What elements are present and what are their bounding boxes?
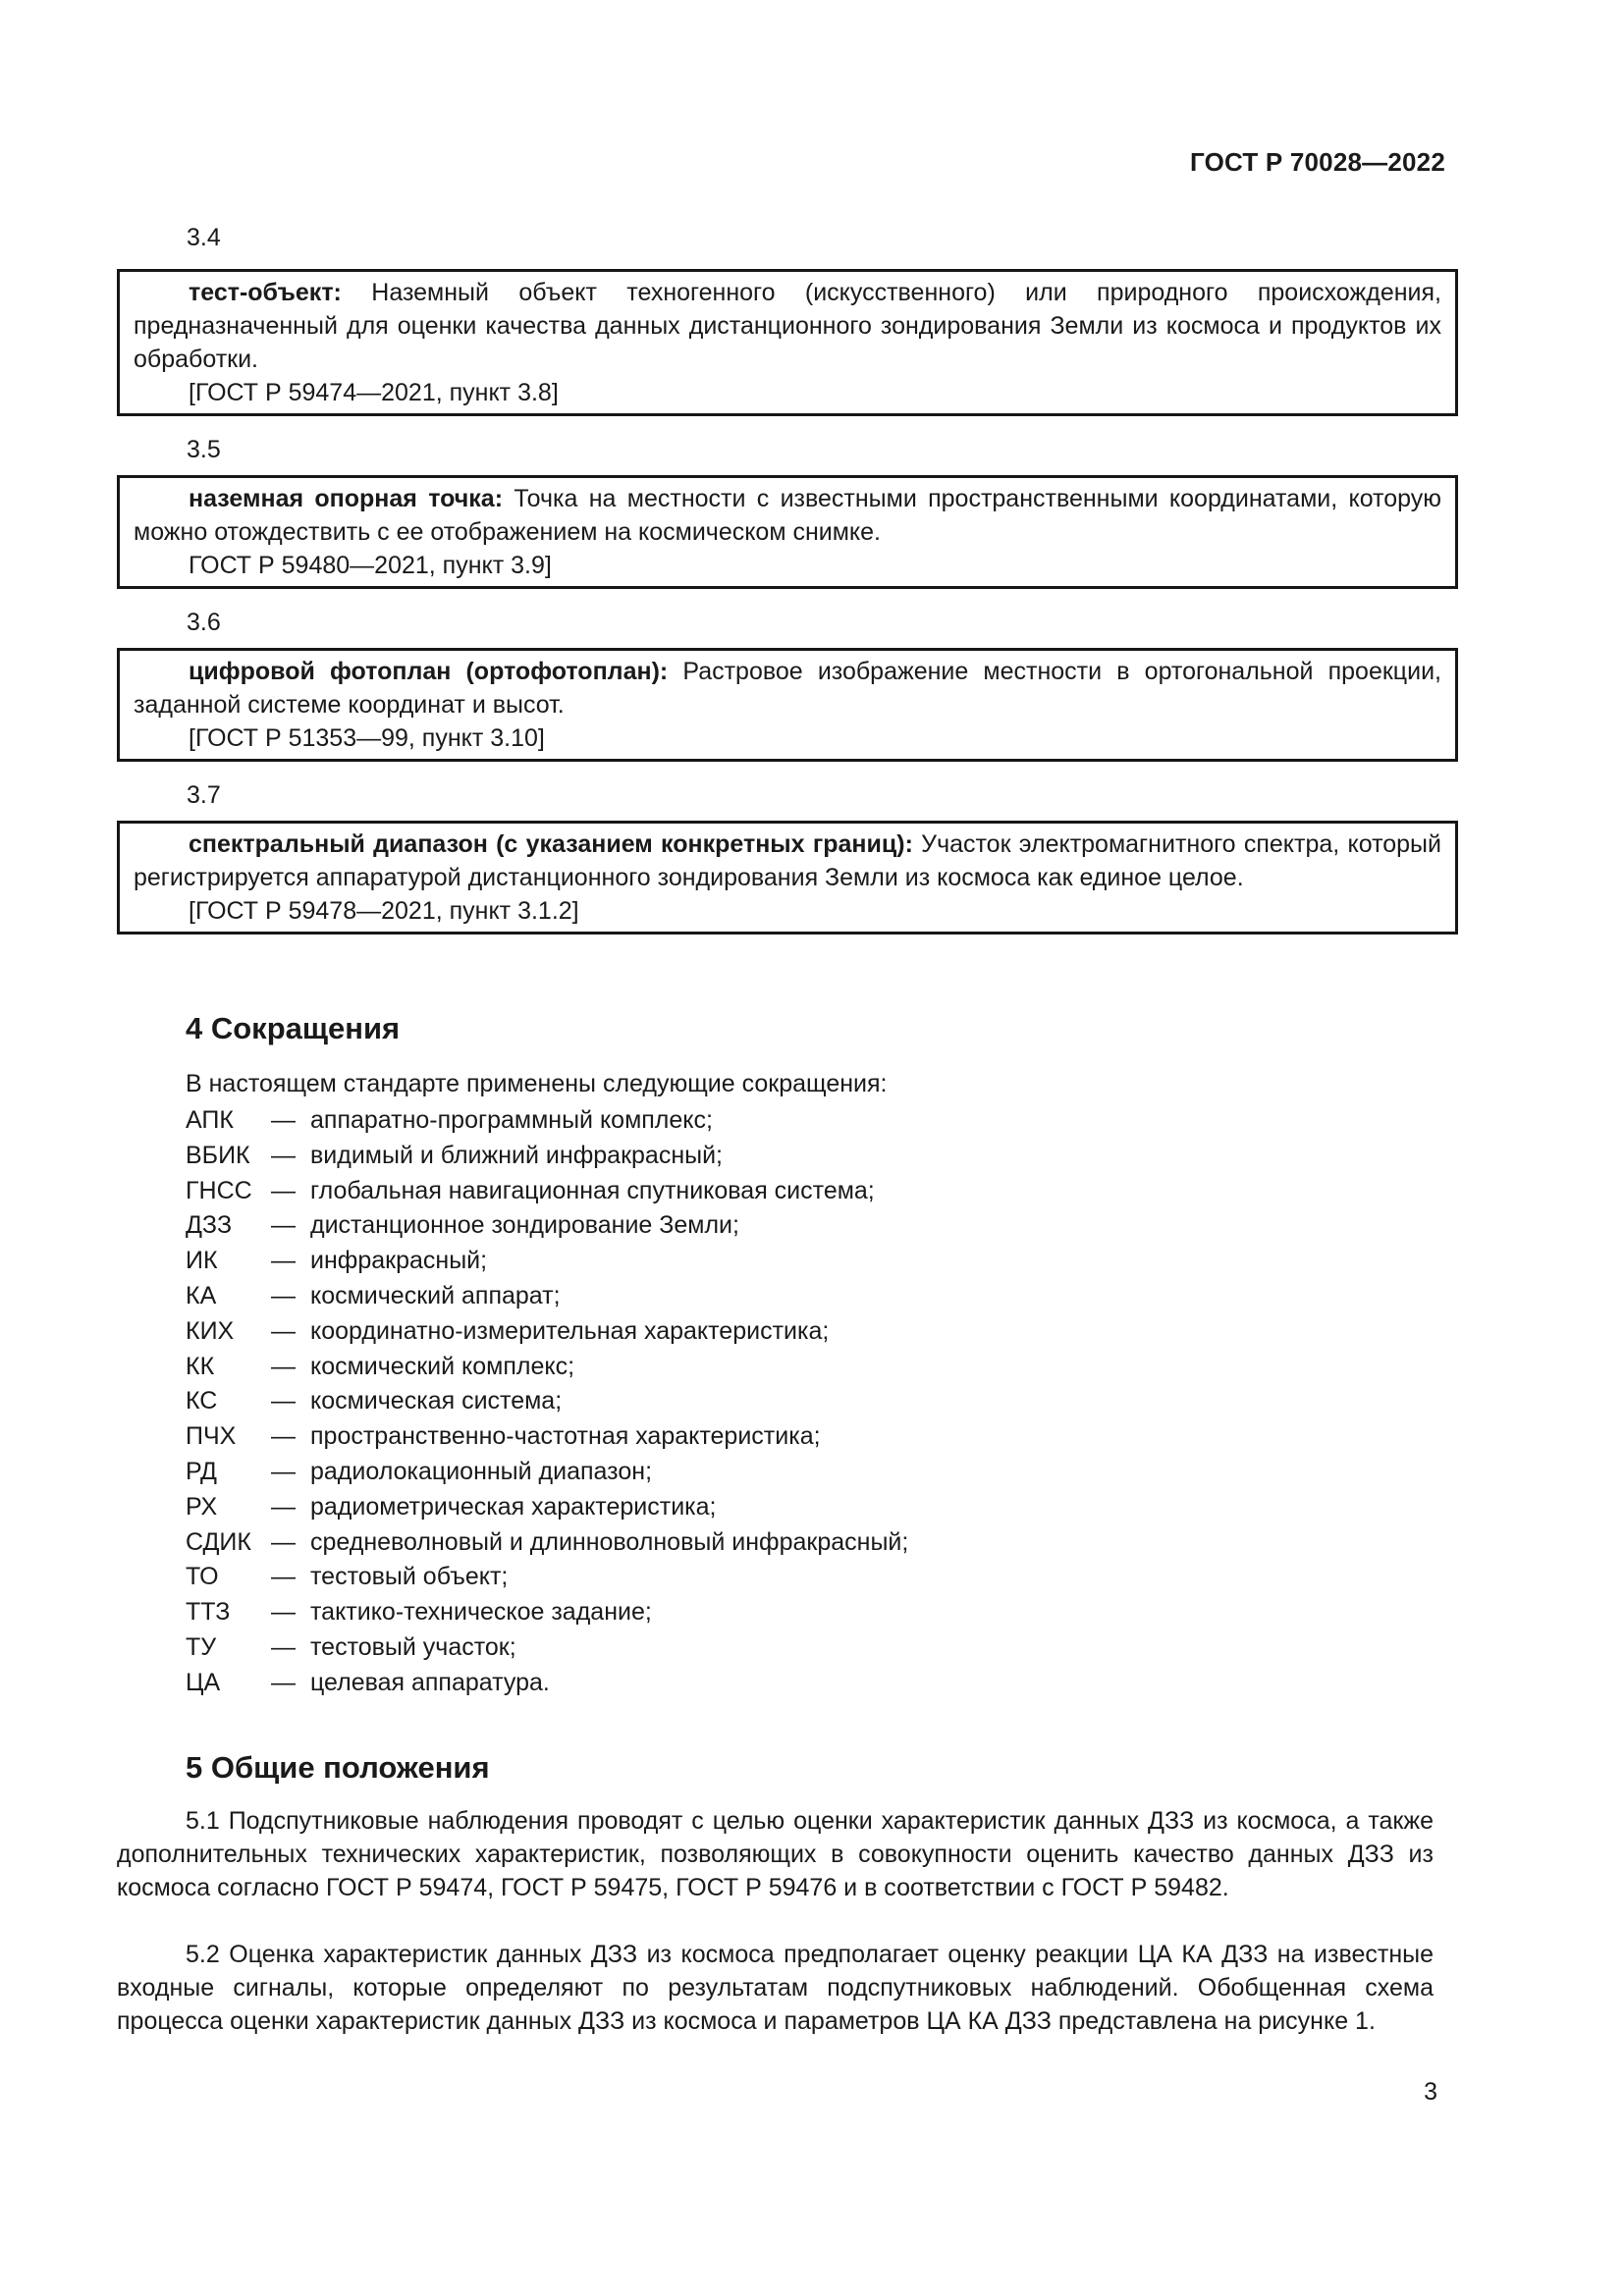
abbreviation-item xyxy=(186,1208,908,1244)
dash: — xyxy=(271,1422,296,1451)
dash: — xyxy=(271,1316,296,1345)
dash: — xyxy=(271,1352,296,1380)
term-source: ГОСТ Р 59480—2021, пункт 3.9] xyxy=(189,552,552,579)
abbreviation-key: ЦА xyxy=(186,1668,221,1696)
section-intro: В настоящем стандарте применены следующие сокращения: xyxy=(186,1070,888,1097)
abbreviation-value: аппаратно-программный комплекс; xyxy=(310,1106,713,1134)
term-label: наземная опорная точка: xyxy=(189,485,504,512)
dash: — xyxy=(271,1563,296,1591)
abbreviation-item xyxy=(186,1139,908,1174)
abbreviation-value: космический аппарат; xyxy=(310,1281,561,1309)
abbreviation-key: ТУ xyxy=(186,1632,217,1661)
dash: — xyxy=(271,1632,296,1661)
abbreviation-value: инфракрасный; xyxy=(310,1247,488,1275)
abbreviation-key: КК xyxy=(186,1352,215,1380)
term-label: цифровой фотоплан (ортофотоплан): xyxy=(189,658,669,685)
term-number: 3.6 xyxy=(187,609,221,636)
paragraph: 5.1 Подспутниковые наблюдения проводят с целью оценки характеристик данных ДЗЗ из космоса, а также дополнительных технических характеристик, позволяющих в совокупности оценить качество данных ДЗЗ из космоса согласно ГОСТ Р 59474, ГОСТ Р 59475, ГОСТ Р 59476 и в соответствии с ГОСТ Р 59482. xyxy=(117,1807,1434,1901)
term-text: Наземный объект техногенного (искусственного) или природного происхождения, предназначенный для оценки качества данных дистанционного зондирования Земли из космоса и продуктов их обработки. xyxy=(134,279,1441,373)
abbreviation-item xyxy=(186,1630,908,1666)
dash: — xyxy=(271,1492,296,1521)
term-box xyxy=(117,269,1458,416)
abbreviation-value: глобальная навигационная спутниковая система; xyxy=(310,1176,875,1204)
abbreviation-item xyxy=(186,1174,908,1209)
term-source: [ГОСТ Р 59474—2021, пункт 3.8] xyxy=(189,379,559,406)
term-source: [ГОСТ Р 51353—99, пункт 3.10] xyxy=(189,724,545,752)
abbreviation-item xyxy=(186,1419,908,1455)
term-label: тест-объект: xyxy=(189,279,342,306)
abbreviation-value: целевая аппаратура. xyxy=(310,1668,550,1696)
abbreviation-value: координатно-измерительная характеристика; xyxy=(310,1316,830,1345)
document-code: ГОСТ Р 70028—2022 xyxy=(1190,147,1445,177)
abbreviation-key: КС xyxy=(186,1387,218,1415)
term-number: 3.4 xyxy=(187,224,221,251)
dash: — xyxy=(271,1387,296,1415)
abbreviation-key: ВБИК xyxy=(186,1141,250,1169)
abbreviation-item xyxy=(186,1595,908,1630)
abbreviation-value: видимый и ближний инфракрасный; xyxy=(310,1141,724,1169)
abbreviation-value: средневолновый и длинноволновый инфракрасный; xyxy=(310,1527,909,1556)
dash: — xyxy=(271,1668,296,1696)
term-number: 3.7 xyxy=(187,781,221,809)
abbreviation-key: ИК xyxy=(186,1247,218,1275)
term-text: Растровое изображение местности в ортогональной проекции, заданной системе координат и высот. xyxy=(134,658,1441,719)
page-number: 3 xyxy=(1424,2078,1437,2106)
term-definition xyxy=(134,482,1441,549)
abbreviation-key: ПЧХ xyxy=(186,1422,237,1451)
abbreviation-value: тестовый объект; xyxy=(310,1563,509,1591)
dash: — xyxy=(271,1281,296,1309)
abbreviation-item xyxy=(186,1103,908,1139)
abbreviation-item xyxy=(186,1666,908,1701)
section-heading: 5 Общие положения xyxy=(186,1750,490,1785)
dash: — xyxy=(271,1106,296,1134)
term-box xyxy=(117,648,1458,762)
abbreviation-value: тестовый участок; xyxy=(310,1632,516,1661)
term-number: 3.5 xyxy=(187,436,221,463)
term-text: Точка на местности с известными пространственными координатами, которую можно отождествить с ее отображением на космическом снимке. xyxy=(134,485,1442,546)
dash: — xyxy=(271,1527,296,1556)
abbreviation-key: ГНСС xyxy=(186,1176,252,1204)
term-box xyxy=(117,475,1458,589)
abbreviation-item xyxy=(186,1560,908,1595)
abbreviation-value: космическая система; xyxy=(310,1387,563,1415)
abbreviation-item xyxy=(186,1490,908,1525)
abbreviation-key: РХ xyxy=(186,1492,218,1521)
abbreviation-item xyxy=(186,1279,908,1314)
dash: — xyxy=(271,1211,296,1240)
abbreviation-item xyxy=(186,1244,908,1279)
abbreviation-key: ДЗЗ xyxy=(186,1211,233,1240)
term-definition xyxy=(134,276,1441,376)
dash: — xyxy=(271,1457,296,1485)
dash: — xyxy=(271,1176,296,1204)
abbreviation-value: космический комплекс; xyxy=(310,1352,575,1380)
abbreviation-item xyxy=(186,1525,908,1561)
dash: — xyxy=(271,1598,296,1627)
term-label: спектральный диапазон (с указанием конкретных границ): xyxy=(189,830,913,858)
abbreviation-value: пространственно-частотная характеристика; xyxy=(310,1422,821,1451)
abbreviation-item xyxy=(186,1314,908,1350)
paragraph: 5.2 Оценка характеристик данных ДЗЗ из космоса предполагает оценку реакции ЦА КА ДЗЗ на известные входные сигналы, которые определяют по результатам подспутниковых наблюдений. Обобщенная схема процесса оценки характеристик данных ДЗЗ из космоса и параметров ЦА КА ДЗЗ представлена на рисунке 1. xyxy=(117,1941,1434,2035)
abbreviation-item xyxy=(186,1350,908,1385)
term-box xyxy=(117,821,1458,934)
abbreviation-list xyxy=(186,1103,908,1701)
abbreviation-value: дистанционное зондирование Земли; xyxy=(310,1211,739,1240)
term-text: Участок электромагнитного спектра, который регистрируется аппаратурой дистанционного зондирования Земли из космоса как единое целое. xyxy=(134,830,1441,891)
abbreviation-key: ТО xyxy=(186,1563,219,1591)
abbreviation-item xyxy=(186,1384,908,1419)
abbreviation-key: АПК xyxy=(186,1106,234,1134)
abbreviation-value: радиометрическая характеристика; xyxy=(310,1492,717,1521)
abbreviation-key: ТТЗ xyxy=(186,1598,231,1627)
term-definition xyxy=(134,655,1441,721)
abbreviation-key: РД xyxy=(186,1457,217,1485)
abbreviation-key: СДИК xyxy=(186,1527,251,1556)
dash: — xyxy=(271,1141,296,1169)
term-definition xyxy=(134,828,1441,894)
term-source: [ГОСТ Р 59478—2021, пункт 3.1.2] xyxy=(189,897,579,925)
dash: — xyxy=(271,1247,296,1275)
section-heading: 4 Сокращения xyxy=(186,1011,401,1045)
abbreviation-value: тактико-техническое задание; xyxy=(310,1598,652,1627)
abbreviation-key: КА xyxy=(186,1281,217,1309)
abbreviation-item xyxy=(186,1455,908,1490)
abbreviation-key: КИХ xyxy=(186,1316,235,1345)
abbreviation-value: радиолокационный диапазон; xyxy=(310,1457,653,1485)
